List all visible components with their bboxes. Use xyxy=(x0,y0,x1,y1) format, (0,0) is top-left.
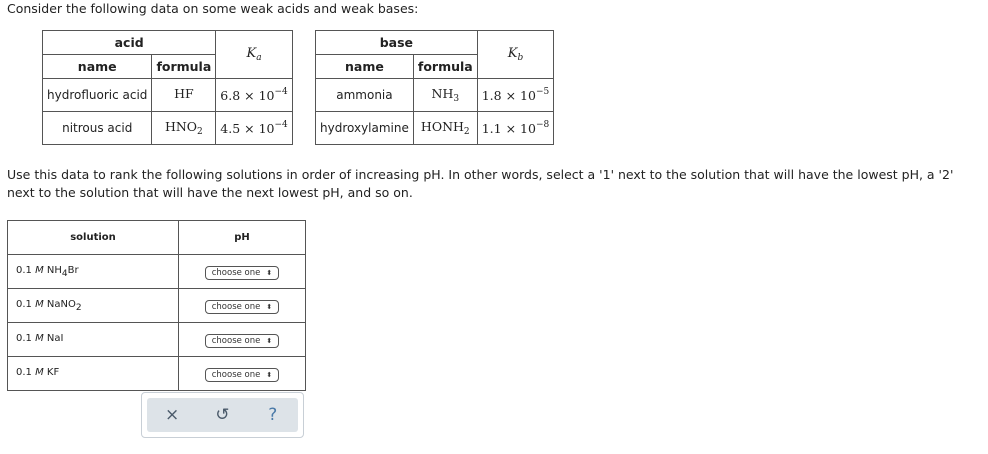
ph-rank-select[interactable]: choose one ⬍ xyxy=(205,334,279,348)
base-formula: $NH_3$ xyxy=(413,79,477,112)
instructions-text: Use this data to rank the following solutions in order of increasing pH. In other words, select a '1' next to the solution that will have the lowest pH, a '2' next to the solution that will have the next lowest pH, and so on. xyxy=(7,167,954,200)
acid-formula: HF xyxy=(152,79,216,112)
select-arrow-icon: ⬍ xyxy=(266,336,273,345)
ph-rank-select[interactable]: choose one ⬍ xyxy=(205,300,279,314)
base-row xyxy=(316,79,554,112)
ph-header: pH xyxy=(179,221,306,255)
acid-table xyxy=(42,30,293,145)
select-arrow-icon: ⬍ xyxy=(266,268,273,277)
help-button[interactable]: ? xyxy=(268,405,278,425)
acid-ka: $4.5 \times 10^{-4}$ xyxy=(216,112,293,145)
acid-group-header: acid xyxy=(43,31,216,55)
kb-header: $K_b$ xyxy=(477,31,554,79)
acid-row xyxy=(43,112,293,145)
base-name: ammonia xyxy=(316,79,414,112)
solution-label: 0.1 M KF xyxy=(8,357,179,391)
solution-label: 0.1 M NaNO$_2$ xyxy=(8,289,179,323)
ka-header: $K_a$ xyxy=(216,31,293,79)
solution-label: 0.1 M NaI xyxy=(8,323,179,357)
clear-button[interactable]: × xyxy=(165,405,180,425)
ph-rank-select[interactable]: choose one ⬍ xyxy=(205,266,279,280)
solution-header: solution xyxy=(8,221,179,255)
solution-label: 0.1 M $NH_4Br$ xyxy=(8,255,179,289)
solution-row xyxy=(8,289,306,323)
acid-name-header: name xyxy=(43,55,152,79)
ph-rank-select[interactable]: choose one ⬍ xyxy=(205,368,279,382)
solution-row xyxy=(8,323,306,357)
base-group-header: base xyxy=(316,31,478,55)
base-kb: $1.8 \times 10^{-5}$ xyxy=(477,79,554,112)
answer-toolbar xyxy=(141,392,304,438)
solution-table xyxy=(7,220,306,391)
base-kb: $1.1 \times 10^{-8}$ xyxy=(477,112,554,145)
acid-ka: $6.8 \times 10^{-4}$ xyxy=(216,79,293,112)
solution-row xyxy=(8,357,306,391)
base-name: hydroxylamine xyxy=(316,112,414,145)
acid-name: nitrous acid xyxy=(43,112,152,145)
select-arrow-icon: ⬍ xyxy=(266,302,273,311)
base-name-header: name xyxy=(316,55,414,79)
solution-row xyxy=(8,255,306,289)
undo-icon[interactable]: ↺ xyxy=(215,405,230,425)
question-prompt: Consider the following data on some weak acids and weak bases: xyxy=(7,1,419,16)
base-row xyxy=(316,112,554,145)
acid-formula: $HNO_2$ xyxy=(152,112,216,145)
base-formula-header: formula xyxy=(413,55,477,79)
base-formula: $HONH_2$ xyxy=(413,112,477,145)
base-table xyxy=(315,30,554,145)
acid-row xyxy=(43,79,293,112)
acid-name: hydrofluoric acid xyxy=(43,79,152,112)
select-arrow-icon: ⬍ xyxy=(266,370,273,379)
acid-formula-header: formula xyxy=(152,55,216,79)
